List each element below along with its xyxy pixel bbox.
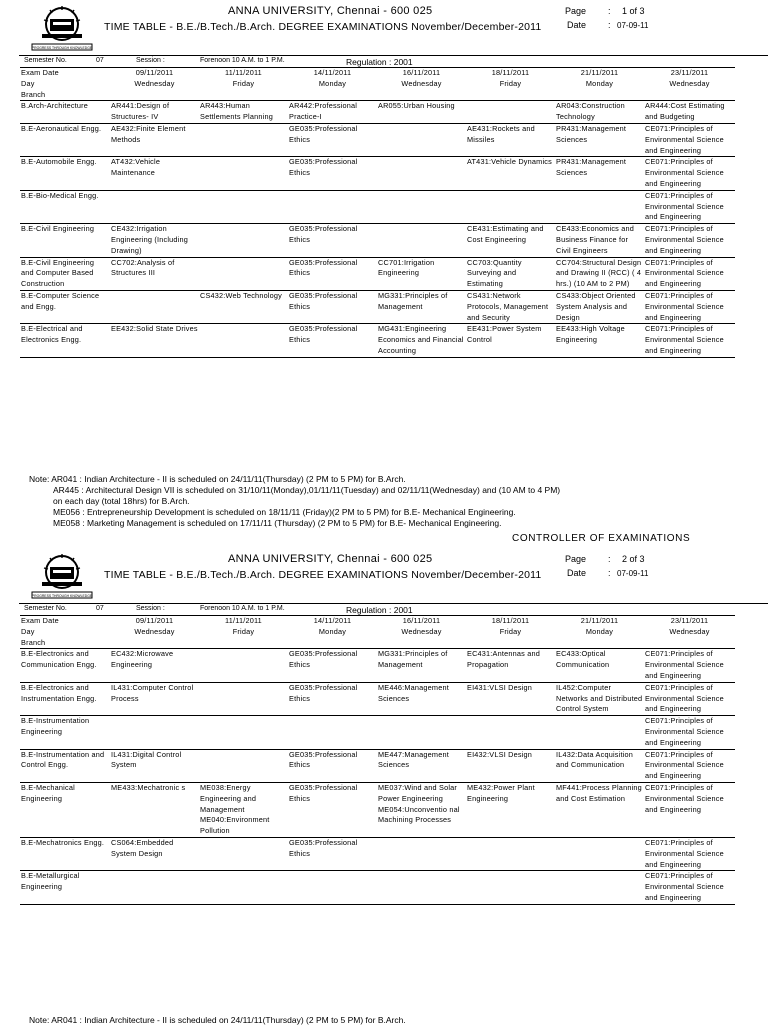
subject-cell <box>288 716 377 749</box>
subject-cell: EC432:Microwave Engineering <box>110 649 199 682</box>
svg-text:PROGRESS THROUGH KNOWLEDGE: PROGRESS THROUGH KNOWLEDGE <box>31 46 93 50</box>
exam-day: Wednesday <box>134 78 175 88</box>
controller-signature: CONTROLLER OF EXAMINATIONS <box>512 533 691 544</box>
divider <box>19 55 768 56</box>
subject-cell: CE071:Principles of Environmental Science and Engineering <box>644 649 735 682</box>
subject-cell: GE035:Professional Ethics <box>288 257 377 290</box>
subject-cell: EE431:Power System Control <box>466 324 555 357</box>
exam-date: 16/11/2011 <box>377 68 466 79</box>
page-number: 2 of 3 <box>622 554 645 564</box>
semester-label: Semester No. <box>24 57 67 64</box>
subject-cell: GE035:Professional Ethics <box>288 837 377 870</box>
subject-cell: AR444:Cost Estimating and Budgeting <box>644 101 735 124</box>
header-row-days <box>20 79 735 90</box>
colon: : <box>608 554 611 564</box>
table-row <box>20 224 735 257</box>
subject-cell: GE035:Professional Ethics <box>288 157 377 190</box>
subject-cell: ME432:Power Plant Engineering <box>466 782 555 837</box>
semester-label: Semester No. <box>24 605 67 612</box>
subject-cell: CS064:Embedded System Design <box>110 837 199 870</box>
subject-cell: EE432:Solid State Drives <box>110 324 199 357</box>
note-line: Note: AR041 : Indian Architecture - II is scheduled on 24/11/11(Thursday) (2 PM to 5 PM) for B.Arch. <box>29 474 406 484</box>
branch-name: B.E-Civil Engineering and Computer Based Construction <box>20 257 110 290</box>
subject-cell: GE035:Professional Ethics <box>288 224 377 257</box>
subject-cell <box>466 190 555 223</box>
branch-name: B.E-Electronics and Communication Engg. <box>20 649 110 682</box>
empty-cell <box>288 90 377 101</box>
exam-day: Monday <box>585 78 614 88</box>
university-logo <box>28 552 96 600</box>
subject-cell <box>110 871 199 904</box>
page-header <box>0 548 768 598</box>
subject-cell <box>199 123 288 156</box>
subject-cell <box>377 224 466 257</box>
subject-cell <box>110 290 199 323</box>
exam-day: Wednesday <box>134 626 175 636</box>
subject-cell <box>199 837 288 870</box>
exam-date: 16/11/2011 <box>377 616 466 627</box>
subject-cell <box>288 871 377 904</box>
grid-body <box>20 649 735 904</box>
subject-cell: ME037:Wind and Solar Power Engineering ME054:Unconventio nal Machining Processes <box>377 782 466 837</box>
table-row <box>20 837 735 870</box>
exam-day: Wednesday <box>401 78 442 88</box>
empty-cell <box>644 90 735 101</box>
date-value: 07-09-11 <box>617 21 649 30</box>
subject-cell <box>199 716 288 749</box>
branch-name: B.E-Electronics and Instrumentation Engg. <box>20 682 110 715</box>
subject-cell <box>110 716 199 749</box>
timetable-page-2 <box>0 548 768 902</box>
subject-cell: IL432:Data Acquisition and Communication <box>555 749 644 782</box>
subject-cell <box>199 324 288 357</box>
empty-cell <box>555 90 644 101</box>
header-row-dates <box>20 616 735 627</box>
subject-cell: AE431:Rockets and Missiles <box>466 123 555 156</box>
subject-cell <box>199 871 288 904</box>
subject-cell: CE071:Principles of Environmental Science and Engineering <box>644 324 735 357</box>
empty-cell <box>110 90 199 101</box>
table-row <box>20 782 735 837</box>
subject-cell: CE071:Principles of Environmental Science and Engineering <box>644 871 735 904</box>
exam-date: 09/11/2011 <box>110 68 199 79</box>
exam-day: Monday <box>318 78 347 88</box>
subject-cell: AR443:Human Settlements Planning <box>199 101 288 124</box>
subject-cell <box>199 157 288 190</box>
semester-value: 07 <box>96 605 104 612</box>
exam-day: Friday <box>499 78 522 88</box>
table-row <box>20 123 735 156</box>
subject-cell: EC431:Antennas and Propagation <box>466 649 555 682</box>
exam-date-label: Exam Date <box>20 616 110 627</box>
subject-cell <box>466 871 555 904</box>
day-label: Day <box>21 78 35 88</box>
note-line: on each day (total 18hrs) for B.Arch. <box>53 496 190 506</box>
session-label: Session : <box>136 57 165 64</box>
subject-cell: GE035:Professional Ethics <box>288 649 377 682</box>
subject-cell: CE071:Principles of Environmental Science and Engineering <box>644 257 735 290</box>
subject-cell: CE071:Principles of Environmental Science and Engineering <box>644 782 735 837</box>
exam-date: 21/11/2011 <box>555 616 644 627</box>
regulation: Regulation : 2001 <box>346 605 413 615</box>
subject-cell <box>466 837 555 870</box>
subject-cell: CE071:Principles of Environmental Science and Engineering <box>644 682 735 715</box>
subject-cell: PR431:Management Sciences <box>555 123 644 156</box>
subject-cell <box>199 749 288 782</box>
timetable-title: TIME TABLE - B.E./B.Tech./B.Arch. DEGREE EXAMINATIONS November/December-2011 <box>104 569 542 581</box>
subject-cell: AR043:Construction Technology <box>555 101 644 124</box>
subject-cell: GE035:Professional Ethics <box>288 324 377 357</box>
colon: : <box>608 20 611 30</box>
exam-date-label: Exam Date <box>20 68 110 79</box>
table-row <box>20 257 735 290</box>
header-row-branch <box>20 638 735 649</box>
note-line: Note: AR041 : Indian Architecture - II is scheduled on 24/11/11(Thursday) (2 PM to 5 PM) for B.Arch. <box>29 1015 406 1025</box>
exam-day: Wednesday <box>669 626 710 636</box>
subject-cell: EI432:VLSI Design <box>466 749 555 782</box>
empty-cell <box>110 638 199 649</box>
table-row <box>20 157 735 190</box>
subject-cell <box>377 871 466 904</box>
page-label: Page <box>565 554 587 564</box>
subject-cell: GE035:Professional Ethics <box>288 290 377 323</box>
empty-cell <box>466 90 555 101</box>
colon: : <box>608 568 611 578</box>
svg-text:PROGRESS THROUGH KNOWLEDGE: PROGRESS THROUGH KNOWLEDGE <box>31 594 93 598</box>
header-row-days <box>20 627 735 638</box>
subject-cell: PR431:Management Sciences <box>555 157 644 190</box>
subject-cell <box>377 837 466 870</box>
empty-cell <box>199 90 288 101</box>
branch-label: Branch <box>20 638 110 649</box>
subject-cell: CE432:Irrigation Engineering (Including Drawing) <box>110 224 199 257</box>
subject-cell <box>199 257 288 290</box>
table-row <box>20 324 735 357</box>
exam-date: 14/11/2011 <box>288 68 377 79</box>
subject-cell: ME447:Management Sciences <box>377 749 466 782</box>
exam-date: 23/11/2011 <box>644 616 735 627</box>
subject-cell: AR055:Urban Housing <box>377 101 466 124</box>
branch-name: B.E-Mechanical Engineering <box>20 782 110 837</box>
subject-cell <box>377 123 466 156</box>
subject-cell: AR442:Professional Practice-I <box>288 101 377 124</box>
subject-cell <box>288 190 377 223</box>
subject-cell <box>199 682 288 715</box>
subject-cell: CC702:Analysis of Structures III <box>110 257 199 290</box>
subject-cell <box>110 190 199 223</box>
grid-head <box>20 68 735 101</box>
exam-date: 14/11/2011 <box>288 616 377 627</box>
subject-cell: CE071:Principles of Environmental Science and Engineering <box>644 123 735 156</box>
subject-cell: IL431:Computer Control Process <box>110 682 199 715</box>
subject-cell: AT431:Vehicle Dynamics <box>466 157 555 190</box>
subject-cell <box>555 190 644 223</box>
university-logo <box>28 4 96 52</box>
exam-date: 11/11/2011 <box>199 68 288 79</box>
page-header <box>0 0 768 50</box>
subject-cell: CC704:Structural Design and Drawing II (RCC) ( 4 hrs.) (10 AM to 2 PM) <box>555 257 644 290</box>
subject-cell: CE071:Principles of Environmental Science and Engineering <box>644 749 735 782</box>
branch-name: B.E-Instrumentation and Control Engg. <box>20 749 110 782</box>
subject-cell <box>377 157 466 190</box>
table-row <box>20 716 735 749</box>
note-line: AR445 : Architectural Design VII is scheduled on 31/10/11(Monday),01/11/11(Tuesday) and 02/11/11(Wednesday) and (10 AM to 4 PM) <box>53 485 561 495</box>
subject-cell: CE071:Principles of Environmental Science and Engineering <box>644 290 735 323</box>
subject-cell: IL431:Digital Control System <box>110 749 199 782</box>
regulation: Regulation : 2001 <box>346 57 413 67</box>
subject-cell: GE035:Professional Ethics <box>288 682 377 715</box>
subject-cell: CE071:Principles of Environmental Science and Engineering <box>644 224 735 257</box>
note-line: ME058 : Marketing Management is scheduled on 17/11/11 (Thursday) (2 PM to 5 PM) for B.E- Mechanical Engineering. <box>53 518 502 528</box>
subject-cell: AR441:Design of Structures- IV <box>110 101 199 124</box>
grid-body <box>20 101 735 357</box>
page-label: Page <box>565 6 587 16</box>
exam-date: 18/11/2011 <box>466 68 555 79</box>
empty-cell <box>377 90 466 101</box>
notes <box>29 474 560 529</box>
branch-label: Branch <box>20 90 110 101</box>
subject-cell: GE035:Professional Ethics <box>288 123 377 156</box>
table-row <box>20 749 735 782</box>
subject-cell <box>466 101 555 124</box>
table-row <box>20 101 735 124</box>
subject-cell: MF441:Process Planning and Cost Estimation <box>555 782 644 837</box>
exam-day: Friday <box>232 626 255 636</box>
subject-cell: CE431:Estimating and Cost Engineering <box>466 224 555 257</box>
grid-head <box>20 616 735 649</box>
table-row <box>20 682 735 715</box>
subject-cell: CC703:Quantity Surveying and Estimating <box>466 257 555 290</box>
note-line: ME056 : Entrepreneurship Development is scheduled on 18/11/11 (Friday)(2 PM to 5 PM) for B.E- Mechanical Engineering. <box>53 507 516 517</box>
semester-value: 07 <box>96 57 104 64</box>
date-label: Date <box>567 568 587 578</box>
table-row <box>20 190 735 223</box>
subject-cell: CE071:Principles of Environmental Science and Engineering <box>644 157 735 190</box>
date-value: 07-09-11 <box>617 569 649 578</box>
subject-cell <box>555 871 644 904</box>
day-label: Day <box>21 626 35 636</box>
exam-day: Wednesday <box>669 78 710 88</box>
timetable-grid <box>20 67 735 358</box>
branch-name: B.Arch-Architecture <box>20 101 110 124</box>
exam-date: 21/11/2011 <box>555 68 644 79</box>
exam-date: 09/11/2011 <box>110 616 199 627</box>
empty-cell <box>199 638 288 649</box>
date-label: Date <box>567 20 587 30</box>
subject-cell <box>466 716 555 749</box>
subject-cell: CS433:Object Oriented System Analysis and Design <box>555 290 644 323</box>
subject-cell <box>555 837 644 870</box>
empty-cell <box>644 638 735 649</box>
subject-cell <box>377 716 466 749</box>
table-row <box>20 290 735 323</box>
exam-day: Friday <box>232 78 255 88</box>
branch-name: B.E-Civil Engineering <box>20 224 110 257</box>
empty-cell <box>555 638 644 649</box>
exam-day: Friday <box>499 626 522 636</box>
subject-cell: CE071:Principles of Environmental Science and Engineering <box>644 837 735 870</box>
subject-cell: CE071:Principles of Environmental Science and Engineering <box>644 190 735 223</box>
branch-name: B.E-Metallurgical Engineering <box>20 871 110 904</box>
subject-cell: CC701:Irrigation Engineering <box>377 257 466 290</box>
subject-cell: AT432:Vehicle Maintenance <box>110 157 199 190</box>
header-row-dates <box>20 68 735 79</box>
subject-cell: CE433:Economics and Business Finance for Civil Engineers <box>555 224 644 257</box>
subject-cell <box>555 716 644 749</box>
subject-cell: ME433:Mechatronic s <box>110 782 199 837</box>
university-name: ANNA UNIVERSITY, Chennai - 600 025 <box>228 5 433 17</box>
subject-cell: MG331:Principles of Management <box>377 649 466 682</box>
empty-cell <box>466 638 555 649</box>
subject-cell: MG331:Principles of Management <box>377 290 466 323</box>
timetable-title: TIME TABLE - B.E./B.Tech./B.Arch. DEGREE EXAMINATIONS November/December-2011 <box>104 21 542 33</box>
branch-name: B.E-Instrumentation Engineering <box>20 716 110 749</box>
subject-cell: GE035:Professional Ethics <box>288 782 377 837</box>
subject-cell: EI431:VLSI Design <box>466 682 555 715</box>
subject-cell: EE433:High Voltage Engineering <box>555 324 644 357</box>
empty-cell <box>288 638 377 649</box>
branch-name: B.E-Aeronautical Engg. <box>20 123 110 156</box>
exam-day: Monday <box>585 626 614 636</box>
exam-day: Wednesday <box>401 626 442 636</box>
subject-cell <box>377 190 466 223</box>
session-value: Forenoon 10 A.M. to 1 P.M. <box>200 605 285 612</box>
subject-cell <box>199 649 288 682</box>
page-number: 1 of 3 <box>622 6 645 16</box>
branch-name: B.E-Bio-Medical Engg. <box>20 190 110 223</box>
subject-cell: MG431:Engineering Economics and Financial Accounting <box>377 324 466 357</box>
exam-date: 23/11/2011 <box>644 68 735 79</box>
colon: : <box>608 6 611 16</box>
table-row <box>20 649 735 682</box>
subject-cell: AE432:Finite Element Methods <box>110 123 199 156</box>
session-label: Session : <box>136 605 165 612</box>
session-value: Forenoon 10 A.M. to 1 P.M. <box>200 57 285 64</box>
subject-cell: CS431:Network Protocols, Management and Security <box>466 290 555 323</box>
branch-name: B.E-Electrical and Electronics Engg. <box>20 324 110 357</box>
branch-name: B.E-Automobile Engg. <box>20 157 110 190</box>
empty-cell <box>377 638 466 649</box>
exam-date: 11/11/2011 <box>199 616 288 627</box>
exam-day: Monday <box>318 626 347 636</box>
university-name: ANNA UNIVERSITY, Chennai - 600 025 <box>228 553 433 565</box>
subject-cell: IL452:Computer Networks and Distributed Control System <box>555 682 644 715</box>
branch-name: B.E-Mechatronics Engg. <box>20 837 110 870</box>
subject-cell: EC433:Optical Communication <box>555 649 644 682</box>
subject-cell <box>199 190 288 223</box>
header-row-branch <box>20 90 735 101</box>
subject-cell: ME038:Energy Engineering and Management ME040:Environment Pollution <box>199 782 288 837</box>
exam-date: 18/11/2011 <box>466 616 555 627</box>
subject-cell <box>199 224 288 257</box>
divider <box>19 603 768 604</box>
subject-cell: CE071:Principles of Environmental Science and Engineering <box>644 716 735 749</box>
subject-cell: GE035:Professional Ethics <box>288 749 377 782</box>
subject-cell: ME446:Management Sciences <box>377 682 466 715</box>
branch-name: B.E-Computer Science and Engg. <box>20 290 110 323</box>
timetable-grid <box>20 615 735 905</box>
table-row <box>20 871 735 904</box>
subject-cell: CS432:Web Technology <box>199 290 288 323</box>
